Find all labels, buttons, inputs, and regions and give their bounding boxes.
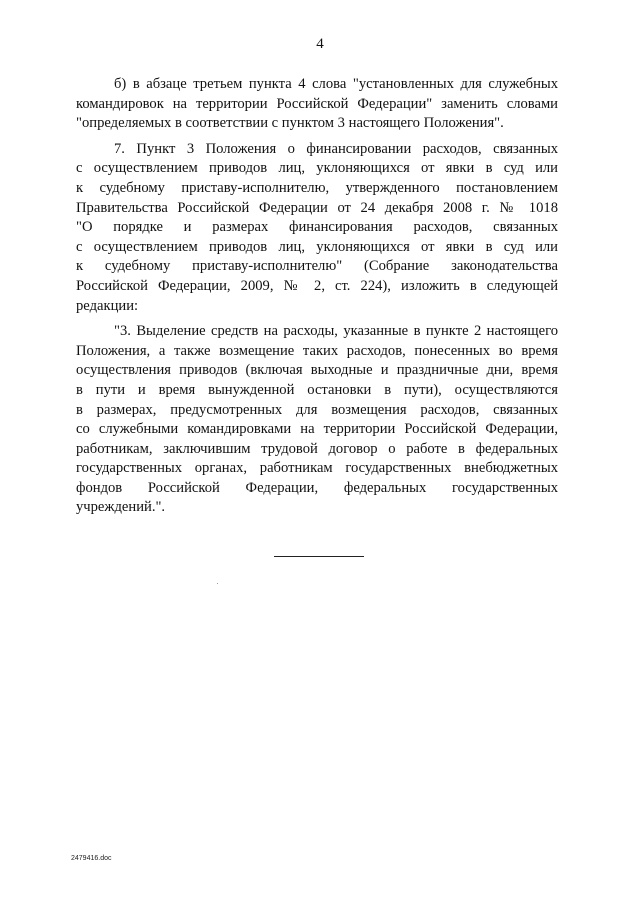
text-line: "определяемых в соответствии с пунктом 3 настоящего Положения".	[76, 115, 504, 132]
text-line: Правительства Российской Федерации от 24 декабря 2008 г. № 1018	[76, 199, 558, 216]
text-line: Положения, а также возмещение таких расходов, понесенных во время	[76, 342, 558, 359]
text-line: фондов Российской Федерации, федеральных государственных	[76, 479, 558, 496]
paragraph-b	[76, 75, 558, 134]
text-line: с осуществлением приводов лиц, уклоняющихся от явки в суд или	[76, 238, 558, 255]
end-divider-line	[274, 556, 364, 557]
footer-filename: 2479416.doc	[71, 855, 112, 862]
text-line: в пути и время вынужденной остановки в пути), осуществляются	[76, 381, 558, 398]
page-number: 4	[316, 36, 324, 52]
text-line: государственных органах, работникам государственных внебюджетных	[76, 460, 558, 477]
text-line: "О порядке и размерах финансирования расходов, связанных	[76, 219, 558, 236]
document-body	[76, 75, 558, 518]
text-line: в размерах, предусмотренных для возмещения расходов, связанных	[76, 401, 558, 418]
text-line: с осуществлением приводов лиц, уклоняющихся от явки в суд или	[76, 160, 558, 177]
text-line: работникам, заключившим трудовой договор о работе в федеральных	[76, 440, 558, 457]
text-line: со служебными командировками на территории Российской Федерации,	[76, 421, 558, 438]
text-line: Российской Федерации, 2009, № 2, ст. 224), изложить в следующей	[76, 277, 558, 294]
paragraph-7	[76, 140, 558, 316]
text-line: к судебному приставу-исполнителю, утвержденного постановлением	[76, 179, 558, 196]
text-line: командировок на территории Российской Федерации" заменить словами	[76, 95, 558, 112]
text-line: редакции:	[76, 297, 139, 314]
text-line: "3. Выделение средств на расходы, указанные в пункте 2 настоящего	[114, 323, 558, 340]
paragraph-quoted-item-3	[76, 322, 558, 518]
text-line: к судебному приставу-исполнителю" (Собрание законодательства	[76, 258, 558, 275]
text-line: осуществления приводов (включая выходные и праздничные дни, время	[76, 362, 558, 379]
text-line: учреждений.".	[76, 499, 166, 516]
text-line: 7. Пункт 3 Положения о финансировании расходов, связанных	[114, 140, 558, 157]
scan-speck	[217, 583, 218, 584]
text-line: б) в абзаце третьем пункта 4 слова "установленных для служебных	[114, 76, 558, 92]
